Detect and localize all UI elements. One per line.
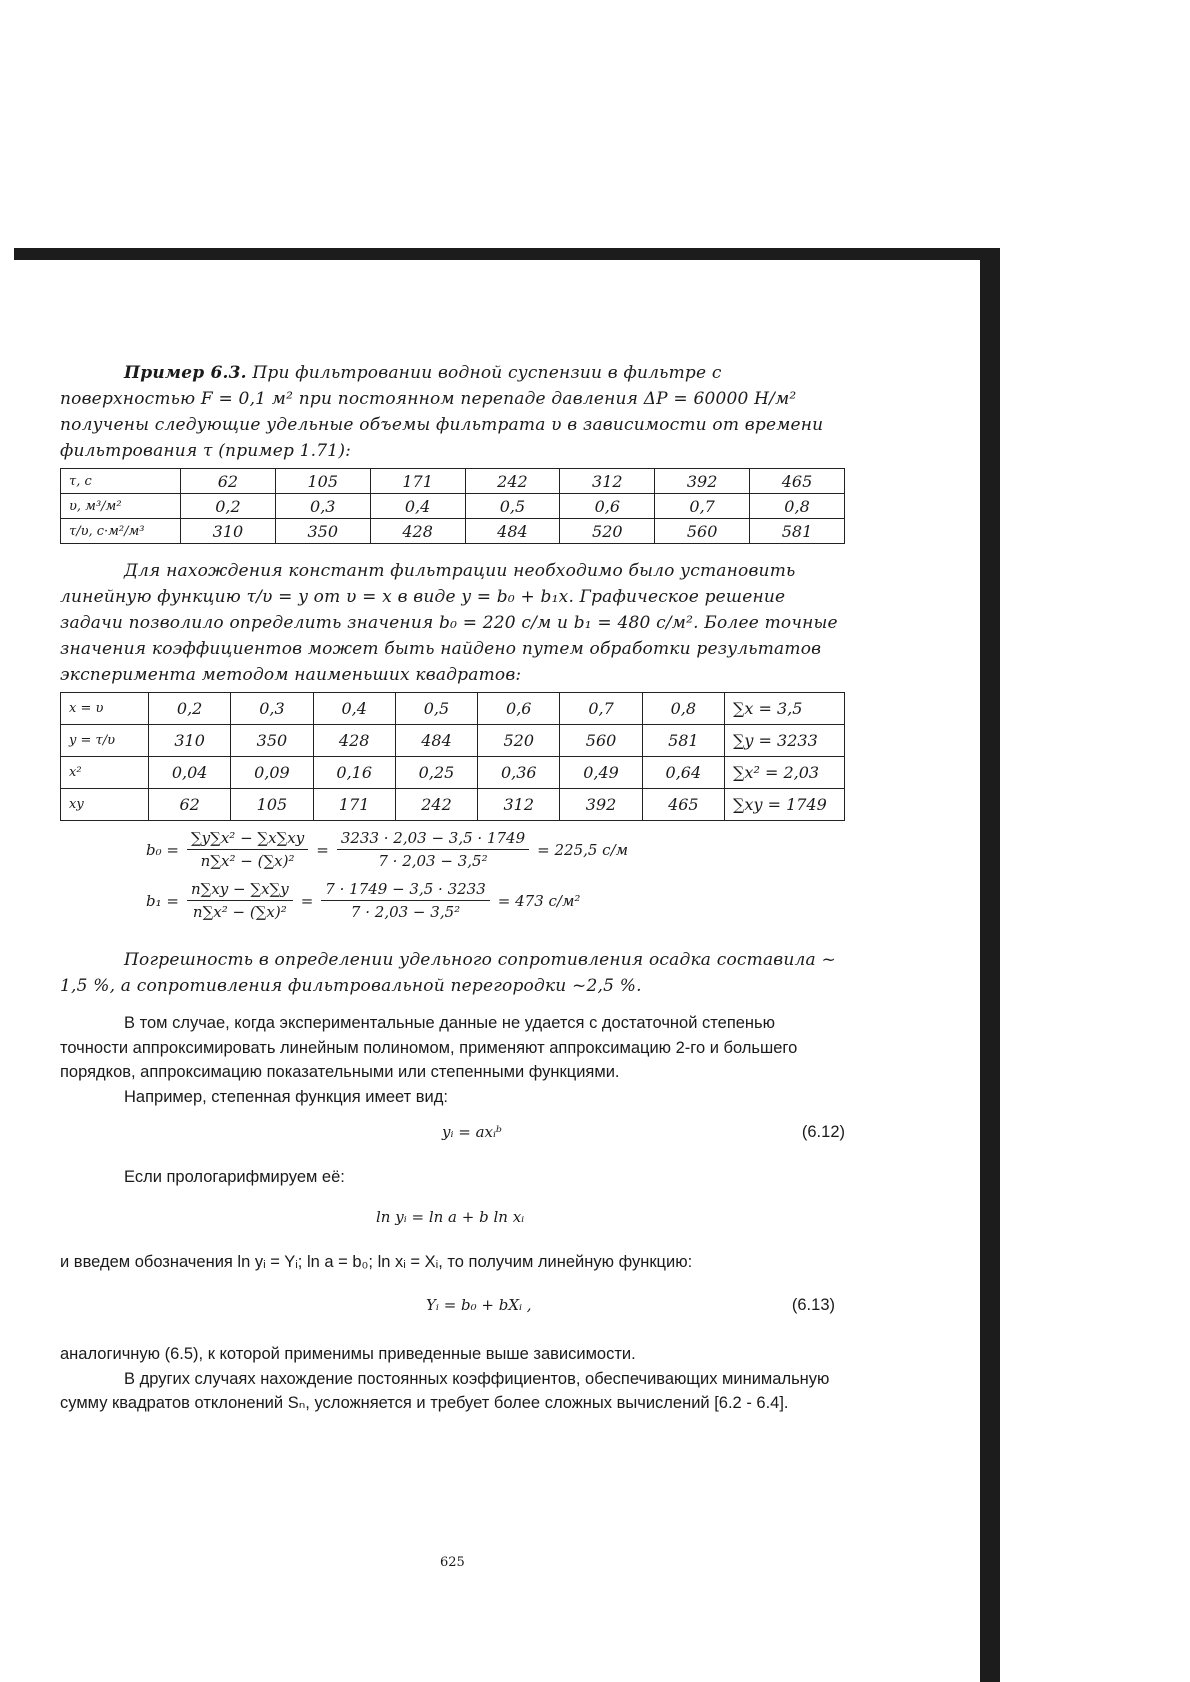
formula-b1-general bbox=[187, 880, 293, 921]
page-number: 625 bbox=[440, 1555, 465, 1570]
data-table-2 bbox=[60, 692, 845, 821]
table-cell: 0,7 bbox=[655, 494, 750, 519]
table-cell: 484 bbox=[395, 725, 477, 757]
table-cell: 350 bbox=[231, 725, 313, 757]
table-cell: 581 bbox=[750, 519, 845, 544]
formula-b1-result: = 473 с/м² bbox=[497, 891, 581, 910]
table-cell: 0,49 bbox=[560, 757, 642, 789]
table-cell: 62 bbox=[181, 469, 276, 494]
formula-b0-result: = 225,5 с/м bbox=[537, 840, 629, 859]
table-row bbox=[61, 494, 845, 519]
sum-cell: ∑xy = 1749 bbox=[725, 789, 845, 821]
table-cell: 310 bbox=[181, 519, 276, 544]
table-cell: 242 bbox=[465, 469, 560, 494]
table-cell: 560 bbox=[560, 725, 642, 757]
data-table-1 bbox=[60, 468, 845, 544]
paragraph-approximation: В том случае, когда экспериментальные данные не удается с достаточной степенью точности аппроксимировать линейным полиномом, применяют аппроксимацию 2-го и большего порядков, аппроксимацию показательными или степенными функциями. bbox=[60, 1014, 798, 1081]
row-header: τ/υ, с·м²/м³ bbox=[61, 519, 181, 544]
table-cell: 428 bbox=[370, 519, 465, 544]
equation-6-12-number: (6.12) bbox=[801, 1123, 845, 1141]
formula-b1-denominator: n∑x² − (∑x)² bbox=[192, 903, 287, 921]
scan-edge-right bbox=[980, 250, 1000, 1682]
table-cell: 392 bbox=[655, 469, 750, 494]
table-cell: 105 bbox=[231, 789, 313, 821]
table-cell: 0,7 bbox=[560, 693, 642, 725]
formula-b1-numeric-numerator: 7 · 1749 − 3,5 · 3233 bbox=[321, 880, 489, 901]
table-cell: 0,09 bbox=[231, 757, 313, 789]
equation-log-formula: ln yᵢ = ln a + b ln xᵢ bbox=[376, 1207, 525, 1226]
paragraph-log: Если прологарифмируем её: bbox=[124, 1168, 345, 1186]
table-cell: 242 bbox=[395, 789, 477, 821]
formula-b1-lhs: b₁ = bbox=[146, 891, 179, 910]
formula-b1: b₁ = $\frac{n\sum xy - \sum x\sum y}{\text{n∑x² − (∑x)²}}$ = $\frac{7 \cdot 1749 - 3,5 \cdot 3233}{\text{7 · 2,03 − 3,5²}}$ = 473 с/м² bbox=[146, 880, 581, 921]
table-cell: 392 bbox=[560, 789, 642, 821]
formula-b1-numeric-denominator: 7 · 2,03 − 3,5² bbox=[350, 903, 461, 921]
table-cell: 312 bbox=[560, 469, 655, 494]
table-row bbox=[61, 693, 845, 725]
example-text: При фильтровании водной суспензии в фильтре с поверхностью F = 0,1 м² при постоянном перепаде давления ΔP = 60000 Н/м² получены следующие удельные объемы фильтрата υ в зависимости от времени фильтрования τ (пример 1.71): bbox=[60, 363, 824, 461]
row-header: y = τ/υ bbox=[61, 725, 149, 757]
sum-cell: ∑y = 3233 bbox=[725, 725, 845, 757]
table-row bbox=[61, 757, 845, 789]
table-cell: 0,6 bbox=[560, 494, 655, 519]
paragraph-error: Погрешность в определении удельного сопротивления осадка составила ~ 1,5 %, а сопротивления фильтровальной перегородки ~2,5 %. bbox=[60, 950, 836, 996]
table-cell: 171 bbox=[370, 469, 465, 494]
table-cell: 560 bbox=[655, 519, 750, 544]
table-row bbox=[61, 519, 845, 544]
sum-cell: ∑x = 3,5 bbox=[725, 693, 845, 725]
equation-6-12 bbox=[60, 1117, 845, 1151]
table-cell: 310 bbox=[149, 725, 231, 757]
table-cell: 0,2 bbox=[149, 693, 231, 725]
equation-6-13 bbox=[60, 1290, 845, 1324]
table-cell: 312 bbox=[478, 789, 560, 821]
formula-b0-numeric bbox=[337, 829, 529, 870]
paragraph-notation: и введем обозначения ln yᵢ = Yᵢ; ln a = b₀; ln xᵢ = Xᵢ, то получим линейную функцию: bbox=[60, 1252, 693, 1271]
table-row bbox=[61, 725, 845, 757]
table-cell: 465 bbox=[642, 789, 724, 821]
example-label: Пример 6.3. bbox=[124, 363, 247, 383]
formula-b1-numerator: n∑xy − ∑x∑y bbox=[187, 880, 293, 901]
equation-6-13-number: (6.13) bbox=[791, 1296, 835, 1314]
scan-edge-top bbox=[14, 248, 1000, 260]
table-cell: 484 bbox=[465, 519, 560, 544]
sum-cell: ∑x² = 2,03 bbox=[725, 757, 845, 789]
row-header: υ, м³/м² bbox=[61, 494, 181, 519]
formula-b0-numerator: ∑y∑x² − ∑x∑xy bbox=[187, 829, 308, 850]
table-cell: 0,8 bbox=[750, 494, 845, 519]
table-cell: 428 bbox=[313, 725, 395, 757]
paragraph-power-function: Например, степенная функция имеет вид: bbox=[124, 1087, 448, 1106]
paragraph-constants: Для нахождения констант фильтрации необходимо было установить линейную функцию τ/υ = y от υ = x в виде y = b₀ + b₁x. Графическое решение задачи позволило определить значения b₀ = 220 с/м и b₁ = 480 с/м². Более точные значения коэффициентов может быть найдено путем обработки результатов эксперимента методом наименьших квадратов: bbox=[60, 561, 838, 685]
table-cell: 0,3 bbox=[231, 693, 313, 725]
formula-b0-numeric-denominator: 7 · 2,03 − 3,5² bbox=[378, 852, 488, 870]
formula-b0-denominator: n∑x² − (∑x)² bbox=[200, 852, 295, 870]
formula-b0-numeric-numerator: 3233 · 2,03 − 3,5 · 1749 bbox=[337, 829, 529, 850]
table-cell: 0,6 bbox=[478, 693, 560, 725]
formula-b0: b₀ = $\frac{\text{∑y∑x² − ∑x∑xy}}{\text{n∑x² − (∑x)²}}$ = $\frac{3233 \cdot 2,03 - 3,5 \cdot 1749}{\text{7 · 2,03 − 3,5²}}$ = 225,5 с/м bbox=[146, 829, 629, 870]
table-cell: 465 bbox=[750, 469, 845, 494]
table-cell: 520 bbox=[560, 519, 655, 544]
equation-log bbox=[60, 1202, 845, 1236]
table-cell: 0,36 bbox=[478, 757, 560, 789]
table-cell: 0,5 bbox=[395, 693, 477, 725]
formula-b0-lhs: b₀ = bbox=[146, 840, 179, 859]
equation-6-12-formula: yᵢ = axᵢᵇ bbox=[442, 1123, 503, 1141]
row-header: xy bbox=[61, 789, 149, 821]
table-cell: 0,4 bbox=[313, 693, 395, 725]
table-cell: 0,04 bbox=[149, 757, 231, 789]
table-row bbox=[61, 789, 845, 821]
table-cell: 171 bbox=[313, 789, 395, 821]
table-cell: 0,4 bbox=[370, 494, 465, 519]
formula-b0-general bbox=[187, 829, 308, 870]
table-cell: 581 bbox=[642, 725, 724, 757]
table-cell: 0,2 bbox=[181, 494, 276, 519]
page-body bbox=[60, 360, 845, 1416]
table-cell: 0,25 bbox=[395, 757, 477, 789]
row-header: x² bbox=[61, 757, 149, 789]
equation-6-13-formula: Yᵢ = b₀ + bXᵢ , bbox=[426, 1296, 532, 1314]
row-header: x = υ bbox=[61, 693, 149, 725]
table-cell: 0,8 bbox=[642, 693, 724, 725]
paragraph-analogous: аналогичную (6.5), к которой применимы приведенные выше зависимости. bbox=[60, 1345, 636, 1363]
row-header: τ, с bbox=[61, 469, 181, 494]
table-cell: 105 bbox=[275, 469, 370, 494]
table-row bbox=[61, 469, 845, 494]
table-cell: 0,64 bbox=[642, 757, 724, 789]
table-cell: 62 bbox=[149, 789, 231, 821]
table-cell: 0,5 bbox=[465, 494, 560, 519]
table-cell: 350 bbox=[275, 519, 370, 544]
table-cell: 0,3 bbox=[275, 494, 370, 519]
table-cell: 520 bbox=[478, 725, 560, 757]
example-paragraph bbox=[60, 360, 845, 464]
formula-b1-numeric bbox=[321, 880, 489, 921]
table-cell: 0,16 bbox=[313, 757, 395, 789]
paragraph-other-cases: В других случаях нахождение постоянных коэффициентов, обеспечивающих минимальную сумму квадратов отклонений Sₙ, усложняется и требует более сложных вычислений [6.2 - 6.4]. bbox=[60, 1369, 830, 1412]
